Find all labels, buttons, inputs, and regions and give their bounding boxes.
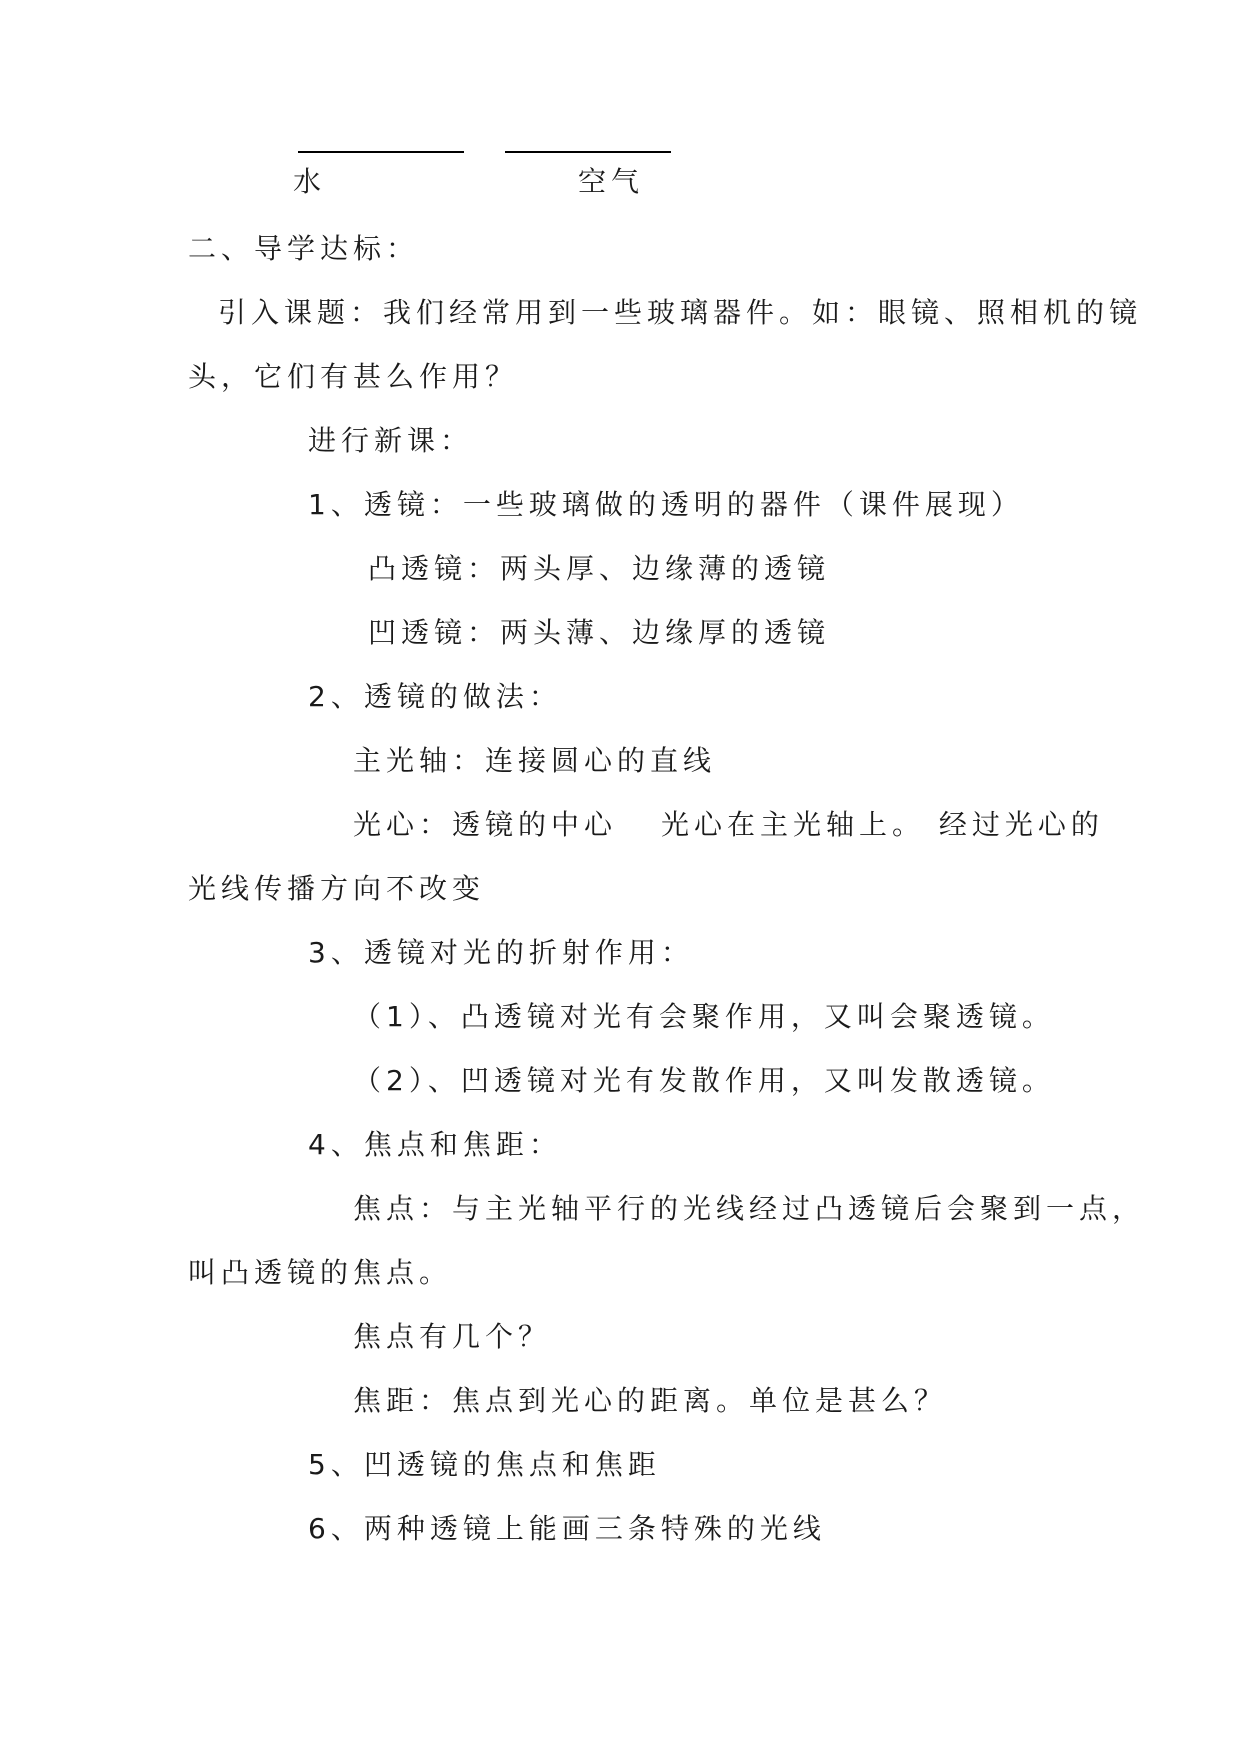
figure-label-air: 空气	[578, 165, 645, 198]
item-4-focus-question: 焦点有几个？	[353, 1320, 552, 1353]
item-2-optical-center-cont: 光线传播方向不改变	[188, 872, 486, 905]
item-6-title: 6、两种透镜上能画三条特殊的光线	[308, 1512, 826, 1545]
optical-center-definition: 光心：透镜的中心	[353, 808, 618, 841]
new-lesson-heading: 进行新课：	[308, 424, 474, 457]
item-1-convex-definition: 凸透镜：两头厚、边缘薄的透镜	[368, 552, 831, 585]
item-2-title: 2、透镜的做法：	[308, 680, 562, 713]
item-2-optical-center	[353, 805, 1104, 845]
intro-line-2: 头，它们有甚么作用？	[188, 360, 519, 393]
item-1-title: 1、透镜：一些玻璃做的透明的器件（课件展现）	[308, 488, 1024, 521]
item-4-focus-definition: 焦点：与主光轴平行的光线经过凸透镜后会聚到一点，	[353, 1192, 1146, 1225]
item-5-title: 5、凹透镜的焦点和焦距	[308, 1448, 661, 1481]
item-3-concave-diverging: （2）、凹透镜对光有发散作用，又叫发散透镜。	[353, 1064, 1055, 1097]
item-3-convex-converging: （1）、凸透镜对光有会聚作用，又叫会聚透镜。	[353, 1000, 1055, 1033]
item-4-focal-length: 焦距：焦点到光心的距离。单位是甚么？	[353, 1384, 948, 1417]
section-heading: 二、导学达标：	[188, 232, 420, 265]
item-3-title: 3、透镜对光的折射作用：	[308, 936, 694, 969]
item-1-concave-definition: 凹透镜：两头薄、边缘厚的透镜	[368, 616, 831, 649]
optical-center-note: 光心在主光轴上。 经过光心的	[661, 808, 1104, 841]
item-4-title: 4、焦点和焦距：	[308, 1128, 562, 1161]
answer-blank-line-right	[505, 151, 671, 153]
answer-blank-line-left	[298, 151, 464, 153]
figure-label-water: 水	[293, 165, 327, 198]
intro-line-1: 引入课题：我们经常用到一些玻璃器件。如：眼镜、照相机的镜	[218, 296, 1143, 329]
item-2-principal-axis: 主光轴：连接圆心的直线	[353, 744, 717, 777]
item-4-focus-definition-cont: 叫凸透镜的焦点。	[188, 1256, 453, 1289]
